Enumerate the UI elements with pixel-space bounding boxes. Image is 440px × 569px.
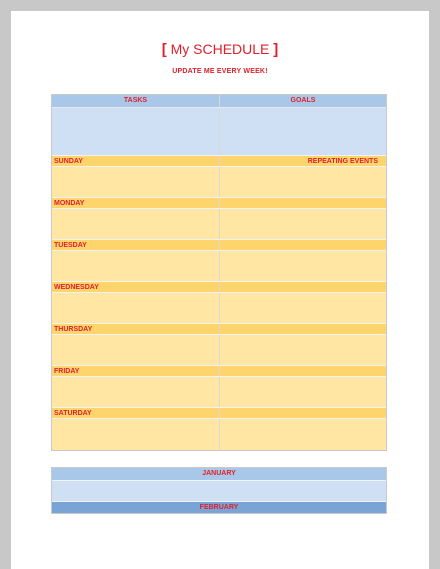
day-header-sunday [52, 155, 386, 166]
goals-cell[interactable] [220, 108, 386, 155]
day-body-thursday [52, 334, 386, 365]
month-header-february: FEBRUARY [52, 501, 386, 513]
day-label-saturday: SATURDAY [52, 408, 220, 418]
wednesday-tasks-cell[interactable] [52, 293, 220, 323]
tasks-cell[interactable] [52, 108, 220, 155]
goals-column-header: GOALS [290, 97, 316, 104]
day-label-tuesday: TUESDAY [52, 240, 220, 250]
monday-tasks-cell[interactable] [52, 209, 220, 239]
day-header-thursday [52, 323, 386, 334]
january-notes-cell[interactable] [52, 480, 386, 501]
day-label-friday: FRIDAY [52, 366, 220, 376]
friday-tasks-cell[interactable] [52, 377, 220, 407]
day-body-sunday [52, 166, 386, 197]
day-header-wednesday [52, 281, 386, 292]
wednesday-events-cell[interactable] [220, 293, 386, 323]
day-header-right-tuesday [220, 240, 386, 250]
page-subtitle: UPDATE ME EVERY WEEK! [172, 68, 268, 75]
title-left-bracket: [ [161, 41, 167, 58]
months-table [51, 467, 387, 514]
saturday-tasks-cell[interactable] [52, 419, 220, 450]
saturday-events-cell[interactable] [220, 419, 386, 450]
day-label-wednesday: WEDNESDAY [52, 282, 220, 292]
title-text: My SCHEDULE [170, 41, 270, 57]
page-title [0, 41, 440, 58]
day-header-right-friday [220, 366, 386, 376]
day-header-tuesday [52, 239, 386, 250]
thursday-tasks-cell[interactable] [52, 335, 220, 365]
weekly-schedule-table [51, 94, 387, 451]
tasks-column-header: TASKS [52, 95, 220, 107]
day-body-tuesday [52, 250, 386, 281]
tuesday-events-cell[interactable] [220, 251, 386, 281]
sunday-events-cell[interactable] [220, 167, 386, 197]
title-right-bracket: ] [273, 41, 279, 58]
day-header-right-wednesday [220, 282, 386, 292]
repeating-events-label: REPEATING EVENTS [307, 158, 378, 165]
day-header-monday [52, 197, 386, 208]
month-header-january: JANUARY [52, 468, 386, 480]
day-header-friday [52, 365, 386, 376]
day-body-saturday [52, 418, 386, 450]
day-header-right-monday [220, 198, 386, 208]
friday-events-cell[interactable] [220, 377, 386, 407]
day-header-saturday [52, 407, 386, 418]
monday-events-cell[interactable] [220, 209, 386, 239]
day-label-thursday: THURSDAY [52, 324, 220, 334]
day-body-friday [52, 376, 386, 407]
column-header-row [52, 95, 386, 107]
day-header-right-saturday [220, 408, 386, 418]
thursday-events-cell[interactable] [220, 335, 386, 365]
day-header-right-thursday [220, 324, 386, 334]
day-body-wednesday [52, 292, 386, 323]
goals-row [52, 107, 386, 155]
day-label-monday: MONDAY [52, 198, 220, 208]
sunday-tasks-cell[interactable] [52, 167, 220, 197]
day-body-monday [52, 208, 386, 239]
tuesday-tasks-cell[interactable] [52, 251, 220, 281]
day-label-sunday: SUNDAY [52, 156, 220, 166]
